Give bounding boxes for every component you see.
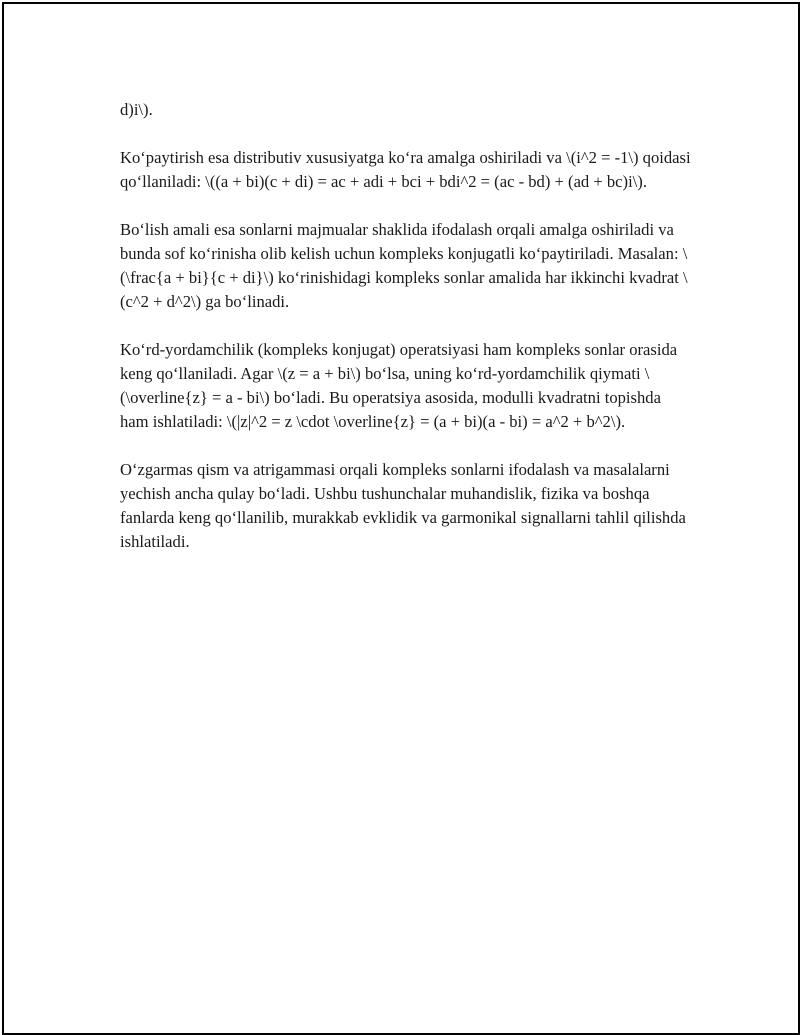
paragraph-conjugate: Ko‘rd-yordamchilik (kompleks konjugat) operatsiyasi ham kompleks sonlar orasida keng qo‘llaniladi. Agar \(z = a + bi\) bo‘lsa, uning ko‘rd-yordamchilik qiymati \(\overline{z} = a - bi\) bo‘ladi. Bu operatsiya asosida, modulli kvadratni topishda ham ishlatiladi: \(|z|^2 = z \cdot \overline{z} = (a + bi)(a - bi) = a^2 + b^2\). (120, 340, 678, 431)
paragraph-multiplication: Ko‘paytirish esa distributiv xususiyatga ko‘ra amalga oshiriladi va \(i^2 = -1\) qoidasi qo‘llaniladi: \((a + bi)(c + di) = ac + adi + bci + bdi^2 = (ac - bd) + (ad + bc)i\). (120, 148, 691, 191)
paragraph-conclusion: O‘zgarmas qism va atrigammasi orqali kompleks sonlarni ifodalash va masalalarni yechish ancha qulay bo‘ladi. Ushbu tushunchalar muhandislik, fizika va boshqa fanlarda keng qo‘llanilib, murakkab evklidik va garmonikal signallarni tahlil qilishda ishlatiladi. (120, 460, 686, 551)
paragraph-division: Bo‘lish amali esa sonlarni majmualar shaklida ifodalash orqali amalga oshiriladi va bunda sof ko‘rinisha olib kelish uchun kompleks konjugatli ko‘paytiriladi. Masalan: \(\frac{a + bi}{c + di}\) ko‘rinishidagi kompleks sonlar amalida har ikkinchi kvadrat \(c^2 + d^2\) ga bo‘linadi. (120, 220, 688, 311)
document-body (120, 98, 692, 578)
document-page (2, 2, 800, 1035)
paragraph-fragment: d)i\). (120, 100, 153, 119)
